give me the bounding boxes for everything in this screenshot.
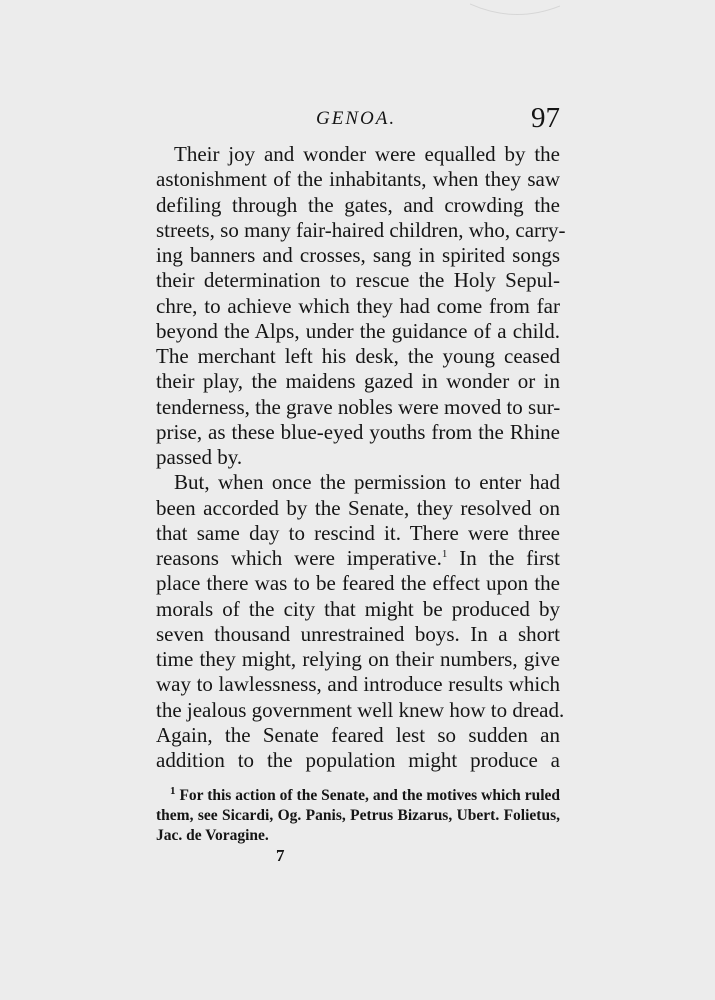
text-line: astonishment of the inhabitants, when they saw bbox=[156, 167, 560, 192]
text-line: chre, to achieve which they had come from far bbox=[156, 293, 560, 318]
text-line: ing banners and crosses, sang in spirited songs bbox=[156, 243, 560, 267]
footnote-text: For this action of the Senate, and the motives which ruled bbox=[179, 787, 561, 804]
page-number: 97 bbox=[531, 102, 560, 134]
text-line: time they might, relying on their numbers, give bbox=[156, 647, 560, 671]
text-line: passed by. bbox=[156, 445, 243, 469]
text-line: the jealous government well knew how to dread. bbox=[156, 697, 565, 722]
text-line-part: reasons which were imperative. bbox=[156, 546, 442, 570]
text-line: Again, the Senate feared lest so sudden an bbox=[156, 722, 560, 747]
footnote-marker: 1 bbox=[170, 784, 176, 797]
text-line: prise, as these blue-eyed youths from the Rhine bbox=[156, 419, 560, 444]
text-line: The merchant left his desk, the young ceased bbox=[156, 344, 560, 368]
text-line: that same day to rescind it. There were three bbox=[156, 520, 560, 545]
text-line: been accorded by the Senate, they resolved on bbox=[156, 495, 560, 520]
text-line: Their joy and wonder were equalled by the bbox=[174, 142, 560, 166]
text-line: way to lawlessness, and introduce results which bbox=[156, 672, 560, 697]
text-line: their play, the maidens gazed in wonder or in bbox=[156, 369, 560, 394]
text-line: seven thousand unrestrained boys. In a short bbox=[156, 621, 560, 646]
footnote-reference: 1 bbox=[441, 548, 448, 560]
text-line: streets, so many fair-haired children, who, carry- bbox=[156, 217, 566, 242]
footnote-line: Jac. de Voragine. bbox=[156, 827, 269, 844]
text-line: tenderness, the grave nobles were moved to sur- bbox=[156, 394, 561, 419]
text-line: their determination to rescue the Holy Sepul- bbox=[156, 268, 560, 293]
text-line: defiling through the gates, and crowding the bbox=[156, 192, 560, 217]
page-header bbox=[156, 104, 560, 140]
footnote-line: them, see Sicardi, Og. Panis, Petrus Bizarus, Ubert. Folietus, bbox=[156, 807, 560, 824]
text-line: But, when once the permission to enter had bbox=[174, 470, 560, 495]
text-line-with-footnote-ref bbox=[156, 546, 560, 571]
body-text bbox=[156, 142, 566, 773]
footnote bbox=[156, 786, 560, 846]
signature-mark: 7 bbox=[276, 846, 285, 865]
footnote-line bbox=[156, 786, 560, 806]
page-edge-mark bbox=[470, 0, 560, 22]
text-line: beyond the Alps, under the guidance of a child. bbox=[156, 318, 560, 343]
text-line: morals of the city that might be produced by bbox=[156, 596, 560, 621]
text-line-part: In the first bbox=[447, 546, 560, 570]
running-title: GENOA. bbox=[316, 108, 397, 129]
text-line: place there was to be feared the effect upon the bbox=[156, 571, 560, 596]
text-line: addition to the population might produce a bbox=[156, 748, 560, 772]
